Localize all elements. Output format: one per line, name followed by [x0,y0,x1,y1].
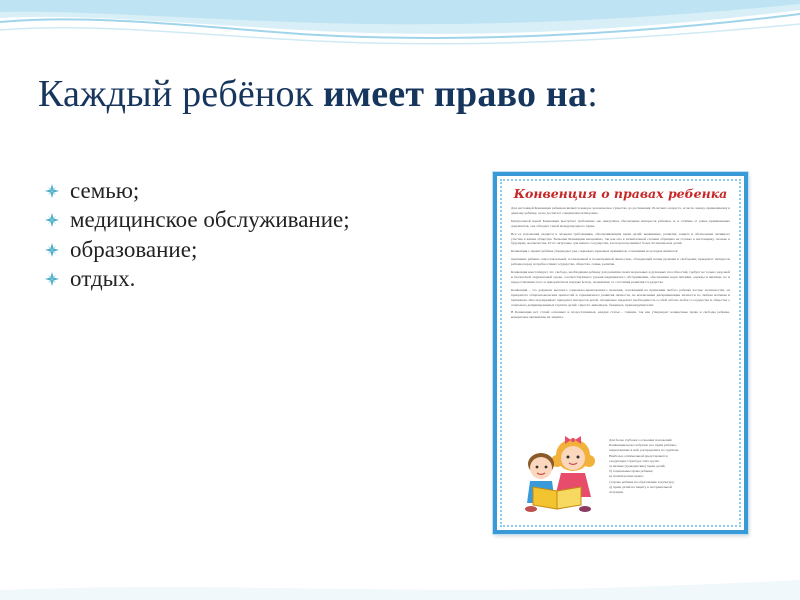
poster-bottom-line: ситуации. [609,490,624,495]
list-item-education [44,235,350,265]
poster-paragraph: В Конвенции нет статей основных и второстепенных, каждая статья – главная, так как утверждает конкретные права и свободы ребенка, конкретные механизмы их защиты. [511,310,730,320]
poster-bottom-line: Наиболее оптимальной представляется [609,453,668,458]
poster-bottom-line: а) личные (гражданские) права детей; [609,464,666,469]
rights-list [44,176,350,294]
poster-paragraph: Все ее положения сводятся к четырем требованиям, обеспечивающим права детей: выживание, развитие, защита и обеспечение активного участия в жизни общества. Значение Конвенции неоценимо, так как она в значительной степени обращена не столько к настоящему, сколько к будущему человечества. И это актуально для нашего государства, в котором проживает более 32 миллионов детей. [511,231,730,246]
poster-bottom-text [609,438,730,495]
poster-bottom-line: следующая структура этих групп: [609,458,660,463]
poster-paragraph: Центральной идеей Конвенции выступает требование «во наилучшее обеспечение интересов ребенка» и, в отличие от ранее принимаемых документов, она обладает силой международного права. [511,218,730,228]
diamond-sparkle-icon [44,271,60,287]
poster-bottom-line: г) права ребенка на образование и культуру; [609,479,675,484]
list-item-label: образование; [70,236,198,262]
bottom-wave-decoration [0,560,800,600]
list-item-family [44,176,350,206]
poster-paragraph: Конвенция о правах ребенка утверждает ряд социально-правовых принципов, основными из которых являются: [511,249,679,254]
poster-paragraph: признание ребенка самостоятельной, полноценной и полноправной личностью, обладающей всеми правами и свободами; приоритет интересов ребенка перед потребностями государства, общества, семьи, религии. [511,257,730,267]
title-bold-text: имеет право на [323,73,588,115]
slide-title [38,72,598,116]
children-reading-illustration [511,431,607,513]
poster-body-text [511,206,730,323]
title-normal-text: Каждый ребёнок [38,73,324,115]
poster-bottom-line: б) социальные права ребенка; [609,469,654,474]
poster-paragraph: Конвенция – это документ высокого социально-нравственного значения, основанный на признании любого ребенка частью человечества, на приоритете общечеловеческих ценностей и гармоничного развития личности, на исключении дискриминации личности по любым мотивам и признакам. Она подчеркивает приоритет интересов детей, специально выделяет необходимость особой заботы любого государства и общества о социально депривированных группах детей: сиротах, инвалидах, беженцах, правонарушителях. [511,287,730,307]
list-item-medical [44,206,350,236]
poster-bottom-line: д) права детей на защиту в экстремальной [609,484,672,489]
diamond-sparkle-icon [44,242,60,258]
list-item-label: отдых. [70,266,136,292]
title-suffix: : [587,73,598,115]
convention-poster [493,172,748,534]
diamond-sparkle-icon [44,212,60,228]
list-item-label: семью; [70,177,140,203]
poster-title: Конвенция о правах ребенка [513,186,728,201]
poster-paragraph: Конвенция констатирует, что свобода, необходимая ребенку для развития своих моральных и духовных способностей, требует не только здоровой и безопасной окружающей среды, соответствующего уровня медицинского обслуживания, обеспечения норм питания, одежды и жилища, но и предоставления этого в приоритетном порядке всегда, независимо от состояния развития государства. [511,270,730,284]
poster-bottom-line: Для более глубокого освоения положений [609,438,672,442]
diamond-sparkle-icon [44,183,60,199]
top-wave-decoration [0,0,800,70]
poster-paragraph: Для настоящей Конвенции ребенком является каждое человеческое существо до достижения 18-летнего возраста, если по закону, применимому к данному ребенку, он не достигает совершеннолетия ранее. [511,206,730,215]
list-item-rest [44,265,350,295]
poster-bottom-line: в) политические права; [609,474,644,479]
list-item-label: медицинское обслуживание; [70,207,350,233]
poster-bottom-line: Конвенции целесообразно все права ребенка, [609,443,677,448]
poster-bottom-line: закрепленные в ней, распределить по группам. [609,448,679,453]
